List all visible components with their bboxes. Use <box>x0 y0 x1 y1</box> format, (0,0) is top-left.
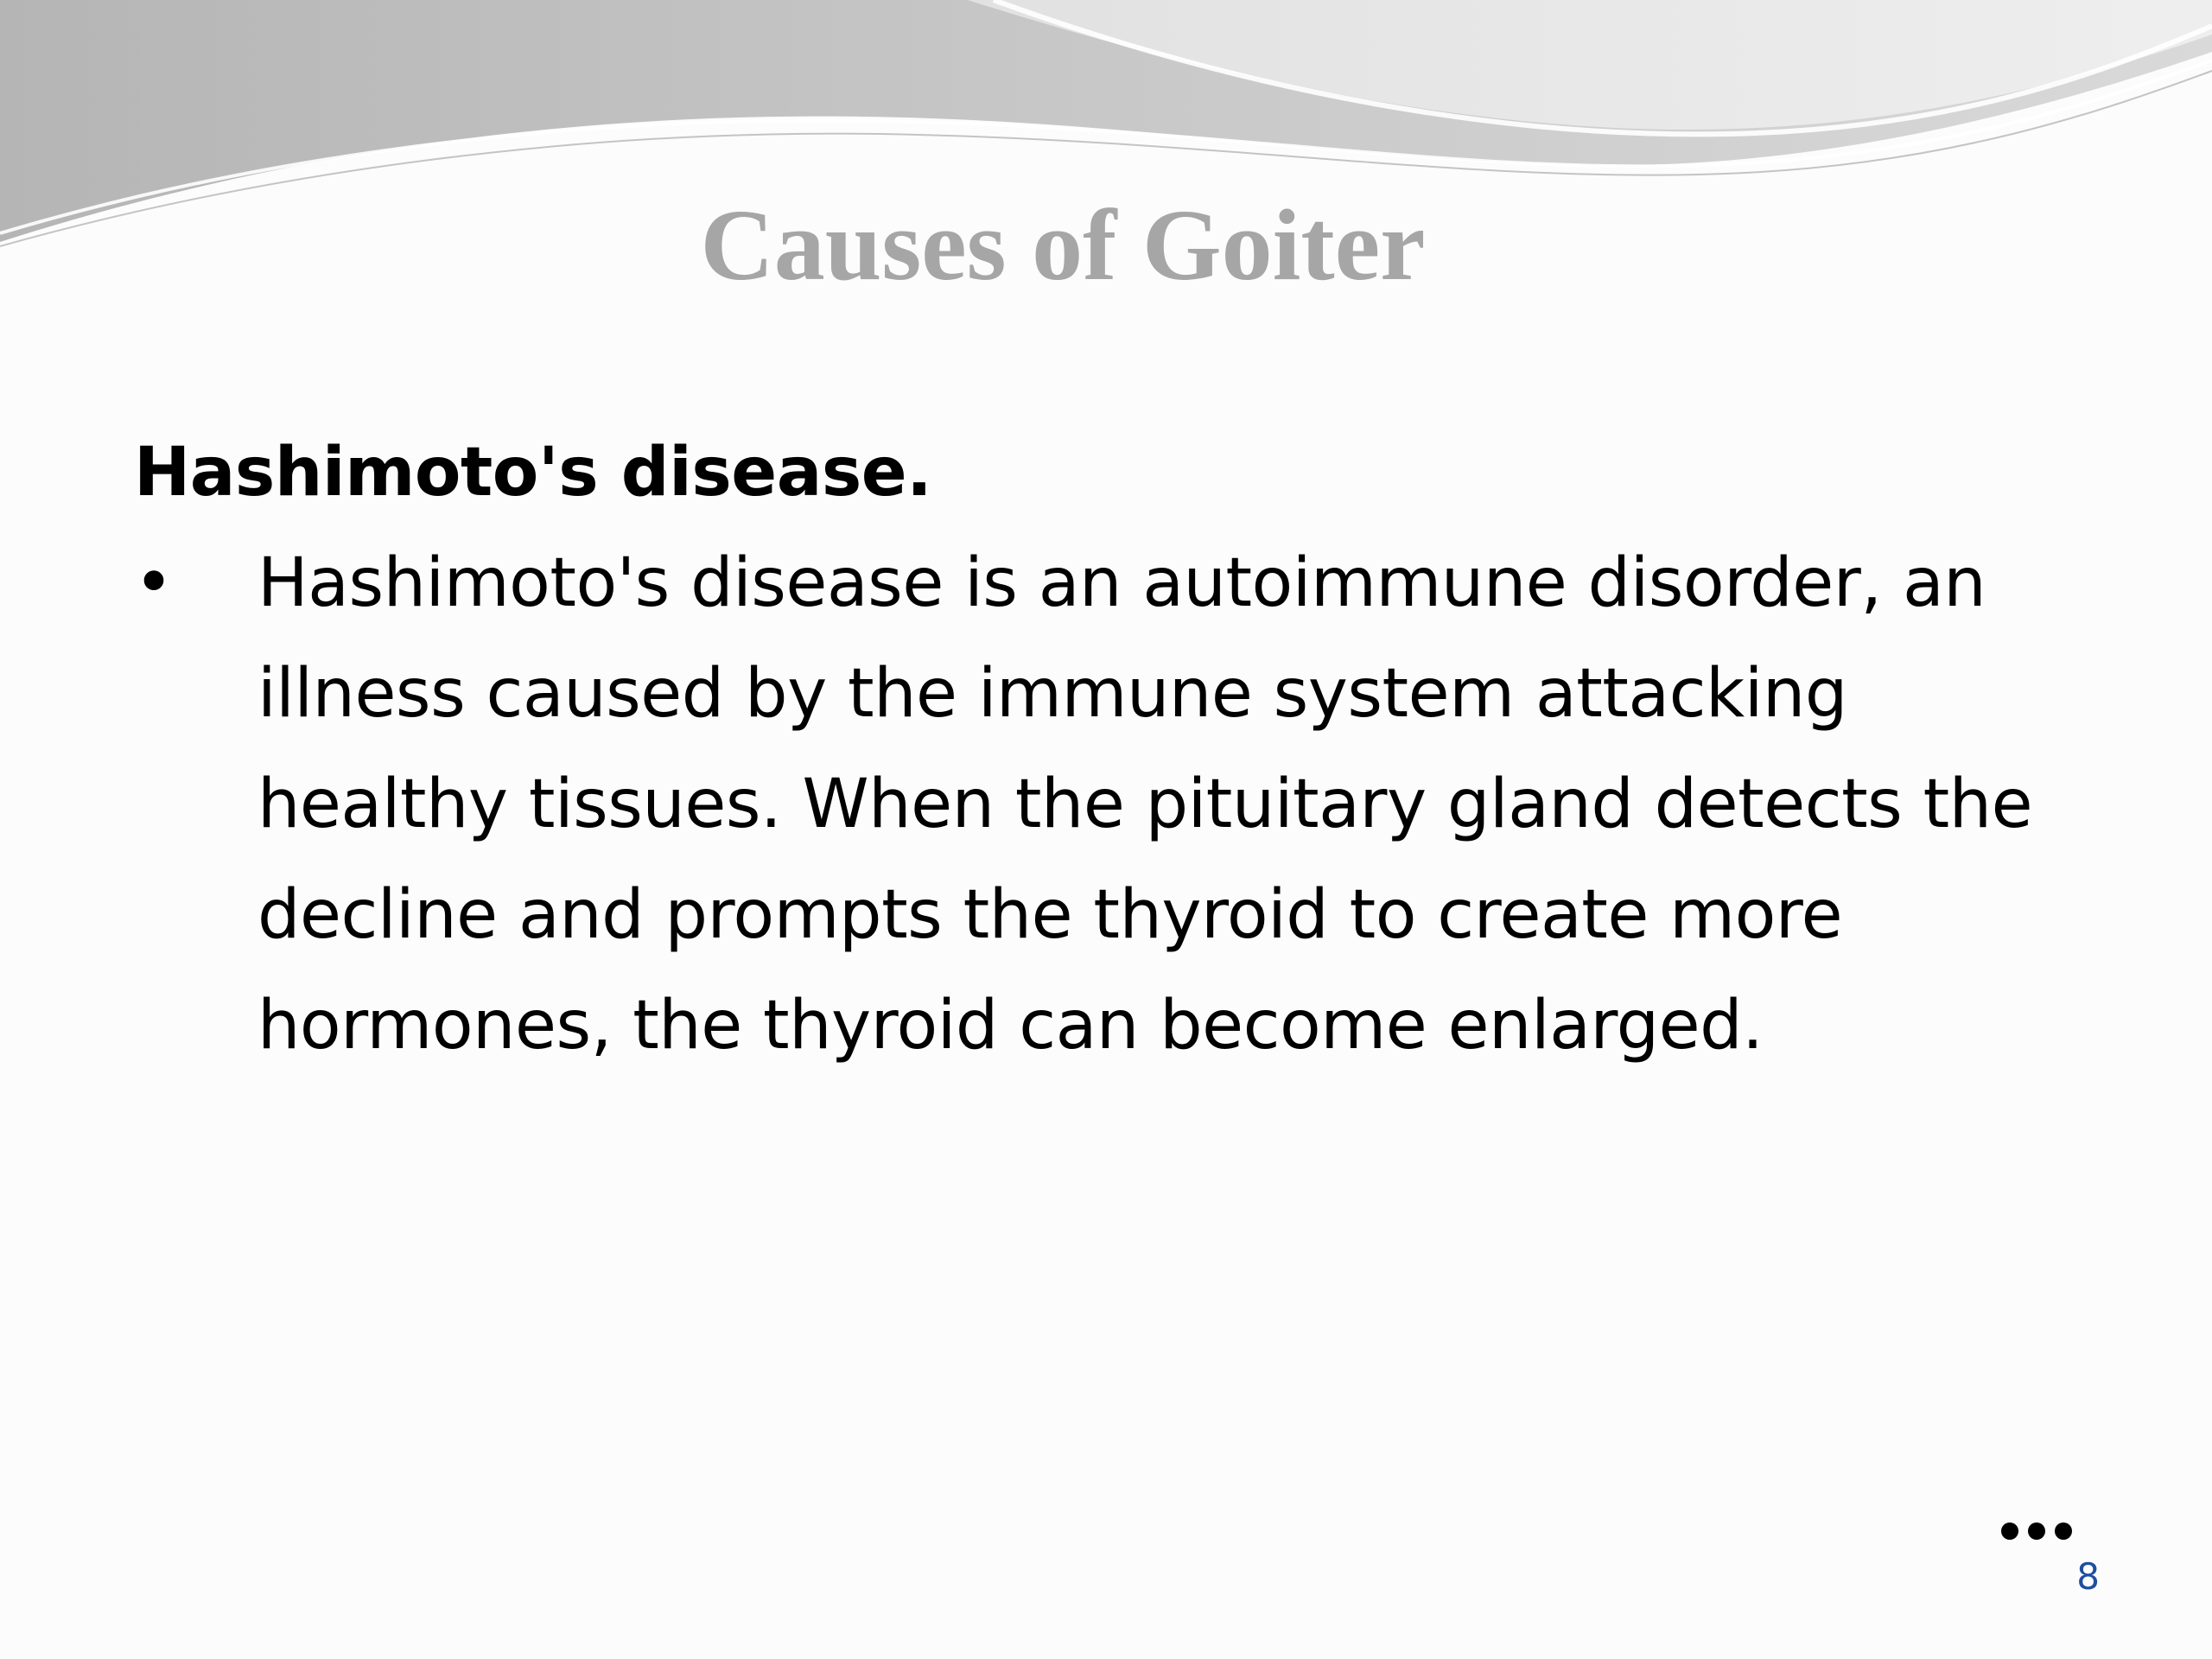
slide-title: Causes of Goiter <box>700 188 1426 302</box>
bullet-item <box>134 528 2104 1081</box>
bullet-text: Hashimoto's disease is an autoimmune disorder, an illness caused by the immune system attacking healthy tissues. When the pituitary gland detects the decline and prompts the thyroid to create more hormones, the thyroid can become enlarged. <box>257 544 2033 1065</box>
ellipsis-icon <box>1998 1514 2075 1548</box>
bullet-marker: • <box>134 544 175 623</box>
section-heading: Hashimoto's disease. <box>134 434 932 512</box>
slide-body <box>134 432 2104 1081</box>
page-number: 8 <box>2076 1555 2100 1598</box>
